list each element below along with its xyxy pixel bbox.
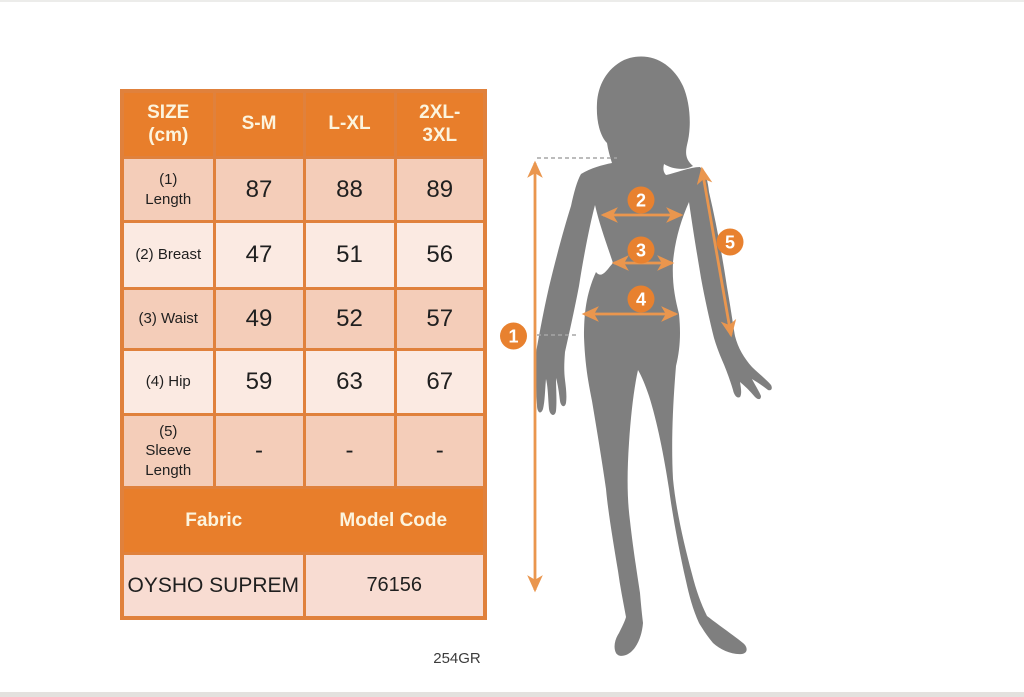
cell-value: 47 <box>214 222 304 289</box>
svg-text:2: 2 <box>635 190 647 211</box>
marker-3 <box>628 237 655 264</box>
marker-2 <box>628 187 655 214</box>
info-values-row <box>122 554 485 619</box>
svg-text:4: 4 <box>635 289 647 310</box>
cell-value: 88 <box>304 158 395 222</box>
marker-4 <box>628 286 655 313</box>
header-size-cell <box>122 91 214 158</box>
cell-value: - <box>395 415 485 488</box>
row-label: (1) Length <box>122 158 214 222</box>
cell-value: 52 <box>304 289 395 350</box>
svg-text:3: 3 <box>635 240 647 261</box>
size-chart-table <box>120 89 487 620</box>
cell-value: - <box>214 415 304 488</box>
fabric-header-label: Fabric <box>185 509 243 531</box>
header-col-sm: S-M <box>214 91 304 158</box>
cell-value: - <box>304 415 395 488</box>
cell-value: 89 <box>395 158 485 222</box>
model-code-header-label: Model Code <box>339 509 448 531</box>
svg-text:1: 1 <box>508 326 519 347</box>
cell-value: 57 <box>395 289 485 350</box>
cell-value: 67 <box>395 350 485 415</box>
row-label: (2) Breast <box>122 222 214 289</box>
marker-1 <box>500 323 527 350</box>
header-col-2xl3xl: 2XL-3XL <box>395 91 485 158</box>
cell-value: 87 <box>214 158 304 222</box>
female-silhouette <box>534 56 772 655</box>
table-row-waist <box>122 289 485 350</box>
table-row-sleeve <box>122 415 485 488</box>
cell-value: 59 <box>214 350 304 415</box>
cell-value: 51 <box>304 222 395 289</box>
row-label: (4) Hip <box>122 350 214 415</box>
marker-5 <box>717 229 744 256</box>
cell-value: 56 <box>395 222 485 289</box>
table-header-row <box>122 91 485 158</box>
weight-code-label: 254GR <box>433 650 481 667</box>
table-row-hip <box>122 350 485 415</box>
header-size-label: SIZE (cm) <box>147 102 190 146</box>
svg-text:5: 5 <box>724 232 736 253</box>
info-header-row <box>122 488 485 554</box>
fabric-value: OYSHO SUPREM <box>122 554 304 619</box>
table-row-length <box>122 158 485 222</box>
row-label: (3) Waist <box>122 289 214 350</box>
header-col-lxl: L-XL <box>304 91 395 158</box>
cell-value: 49 <box>214 289 304 350</box>
table-row-breast <box>122 222 485 289</box>
row-label: (5) Sleeve Length <box>122 415 214 488</box>
model-code-value: 76156 <box>304 554 485 619</box>
cell-value: 63 <box>304 350 395 415</box>
measurement-figure <box>500 42 820 672</box>
